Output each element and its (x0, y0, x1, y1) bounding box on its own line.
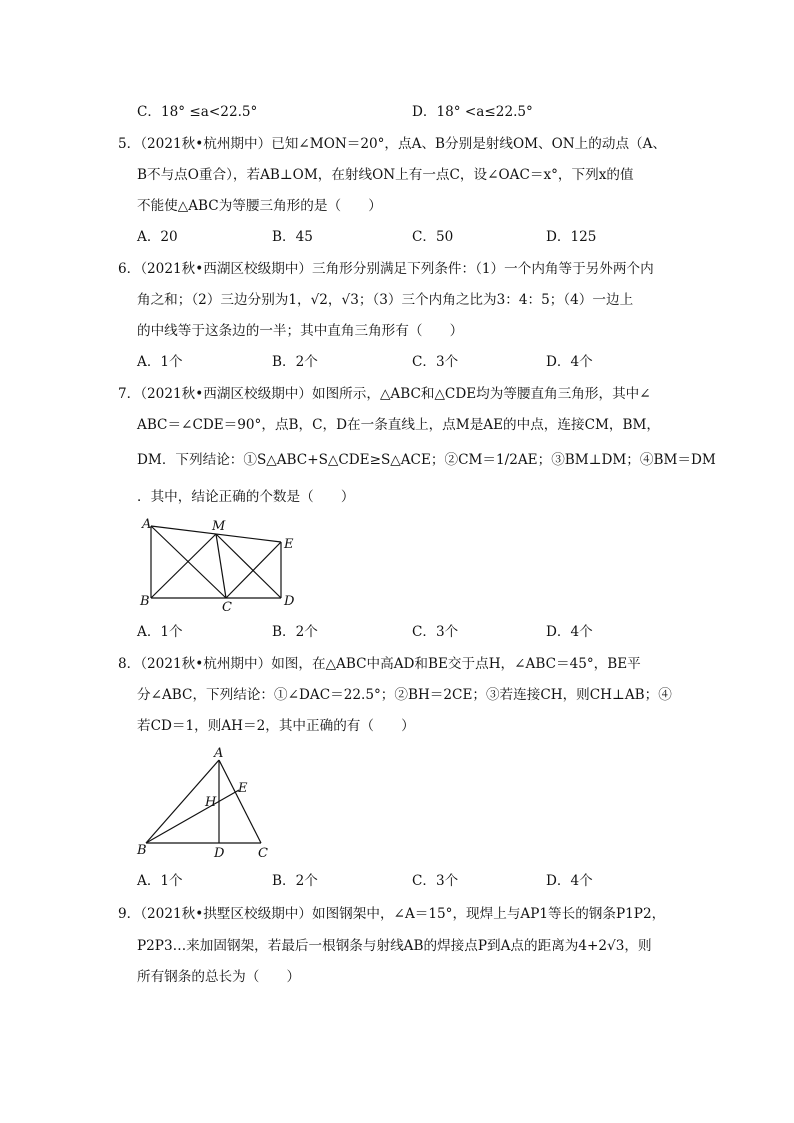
q5-line-1: 5．（2021秋•杭州期中）已知∠MON＝20°，点A、B分别是射线OM、ON上的动点（A、 (118, 136, 667, 152)
q8-option-a: A．1个 (137, 873, 183, 889)
q7-figure (134, 512, 314, 612)
q6-option-c: C．3个 (412, 354, 459, 370)
q7-option-c: C．3个 (412, 624, 459, 640)
q5-line-3: 不能使△ABC为等腰三角形的是（ ） (137, 198, 382, 214)
q7-edge-mb (151, 534, 216, 598)
q8-label-h: H (205, 795, 217, 810)
q7-label-c: C (222, 600, 232, 612)
q7-label-a: A (142, 517, 152, 532)
q7-option-b: B．2个 (272, 624, 318, 640)
q6-option-d: D．4个 (546, 354, 593, 370)
q9-line-2: P2P3…来加固钢架，若最后一根钢条与射线AB的焊接点P到A点的距离为4+2√3，则 (137, 938, 652, 954)
q7-edge-mc (216, 534, 226, 598)
q5-option-a: A．20 (137, 229, 178, 245)
q6-line-2: 角之和；（2）三边分别为1，√2，√3；（3）三个内角之比为3：4：5；（4）一边上 (137, 292, 634, 308)
q4-option-c: C．18° ≤a<22.5° (137, 104, 258, 120)
q5-option-b: B．45 (272, 229, 313, 245)
q7-option-a: A．1个 (137, 624, 183, 640)
q7-label-b: B (140, 594, 150, 609)
q7-edge-md (216, 534, 281, 598)
q4-option-d: D．18° <a≤22.5° (412, 104, 533, 120)
q5-option-d: D．125 (546, 229, 597, 245)
q7-line-1: 7．（2021秋•西湖区校级期中）如图所示，△ABC和△CDE均为等腰直角三角形，其中∠ (118, 386, 651, 402)
q8-option-c: C．3个 (412, 873, 459, 889)
q5-line-2: B不与点O重合），若AB⊥OM，在射线ON上有一点C，设∠OAC＝x°，下列x的值 (137, 167, 634, 183)
q7-label-m: M (212, 519, 226, 534)
q7-label-d: D (284, 594, 295, 609)
q7-line-2: ABC＝∠CDE＝90°，点B，C，D在一条直线上，点M是AE的中点，连接CM，BM， (137, 417, 660, 433)
q8-option-d: D．4个 (546, 873, 593, 889)
q8-edge-ac (219, 760, 261, 843)
q5-option-c: C．50 (412, 229, 454, 245)
q9-line-1: 9．（2021秋•拱墅区校级期中）如图钢架中，∠A＝15°，现焊上与AP1等长的钢条P1P2， (118, 906, 666, 922)
q6-line-3: 的中线等于这条边的一半；其中直角三角形有（ ） (137, 323, 464, 339)
q6-option-b: B．2个 (272, 354, 318, 370)
q8-line-1: 8．（2021秋•杭州期中）如图，在△ABC中高AD和BE交于点H，∠ABC＝45°，BE平 (118, 656, 641, 672)
q8-line-2: 分∠ABC，下列结论：①∠DAC＝22.5°；②BH＝2CE；③若连接CH，则CH⊥AB；④ (137, 687, 672, 703)
q8-label-e: E (238, 781, 248, 796)
q8-label-d: D (214, 846, 225, 861)
q8-figure (134, 744, 284, 864)
q7-line-3: DM．下列结论：①S△ABC+S△CDE≥S△ACE；②CM＝1/2AE；③BM⊥DM；④BM＝DM (137, 452, 716, 468)
q8-label-c: C (258, 846, 268, 861)
q6-line-1: 6．（2021秋•西湖区校级期中）三角形分别满足下列条件：（1）一个内角等于另外两个内 (118, 261, 654, 277)
q8-edge-be (146, 790, 239, 843)
q8-line-3: 若CD＝1，则AH＝2，其中正确的有（ ） (137, 718, 415, 734)
q9-line-3: 所有钢条的总长为（ ） (137, 969, 301, 985)
q8-option-b: B．2个 (272, 873, 318, 889)
q8-label-a: A (214, 746, 224, 761)
q6-option-a: A．1个 (137, 354, 183, 370)
q7-option-d: D．4个 (546, 624, 593, 640)
q7-label-e: E (284, 537, 294, 552)
q8-label-b: B (137, 843, 147, 858)
q7-line-4: ．其中，结论正确的个数是（ ） (137, 489, 355, 505)
